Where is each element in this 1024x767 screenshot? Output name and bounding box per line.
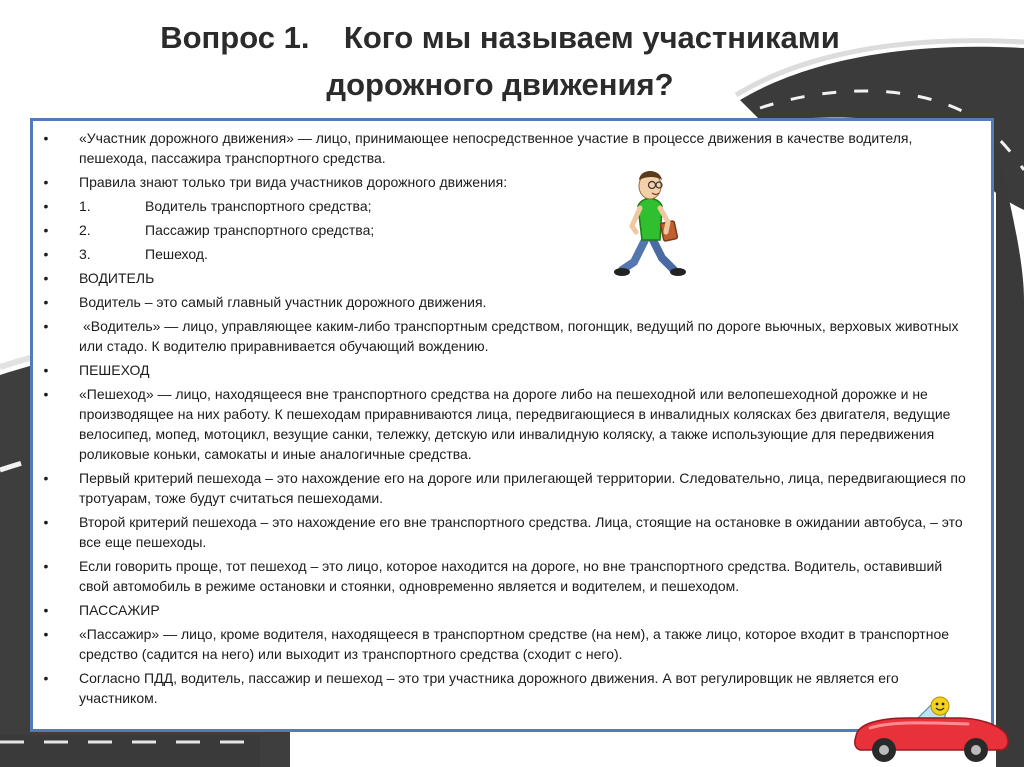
bullet-text: Согласно ПДД, водитель, пассажир и пешеход – это три участника дорожного движения. А вот регулировщик не является его участником.	[79, 670, 899, 706]
bullet-icon: •	[43, 130, 49, 146]
bullet-type-driver	[39, 196, 973, 216]
bullet-icon: •	[43, 174, 49, 190]
bullet-icon: •	[43, 514, 49, 530]
bullet-icon: •	[43, 270, 49, 286]
bullet-text: «Водитель» — лицо, управляющее каким-либо транспортным средством, погонщик, ведущий по дороге вьючных, верховых животных или стадо. К водителю приравнивается обучающий вождению.	[79, 318, 959, 354]
bullet-icon: •	[43, 198, 49, 214]
car-icon	[848, 694, 1012, 766]
bullet-text: Второй критерий пешехода – это нахождение его вне транспортного средства. Лица, стоящие на остановке в ожидании автобуса, – это все еще пешеходы.	[79, 514, 963, 550]
bullet-text: «Пешеход» — лицо, находящееся вне транспортного средства на дороге либо на пешеходной или велопешеходной дорожке и не производящее на них работу. К пешеходам приравниваются лица, передвигающиеся в инвалидных колясках без двигателя, ведущие велосипед, мопед, мотоцикл, везущие санки, тележку, детскую или инвалидную коляску, а также использующие для передвижения роликовые коньки, самокаты и иные аналогичные средства.	[79, 386, 951, 462]
page-title	[60, 14, 940, 108]
bullet-pedestrian-criterion-2	[39, 512, 973, 552]
bullet-pedestrian-definition	[39, 384, 973, 464]
bullet-driver-main	[39, 292, 973, 312]
bullet-driver-definition	[39, 316, 973, 356]
bullet-icon: •	[43, 386, 49, 402]
bullet-summary	[39, 668, 973, 708]
bullet-list	[39, 128, 973, 708]
bullet-pedestrian-simple	[39, 556, 973, 596]
bullet-text: Водитель – это самый главный участник дорожного движения.	[79, 294, 487, 310]
section-heading-passenger	[39, 600, 973, 620]
pedestrian-icon	[612, 166, 692, 282]
bullet-icon: •	[43, 670, 49, 686]
bullet-text: Первый критерий пешехода – это нахождение его на дороге или прилегающей территории. Следовательно, лица, передвигающиеся по тротуарам, тоже будут считаться пешеходами.	[79, 470, 966, 506]
section-heading-driver	[39, 268, 973, 288]
bullet-participant-definition	[39, 128, 973, 168]
bullet-passenger-definition	[39, 624, 973, 664]
bullet-text: Правила знают только три вида участников дорожного движения:	[79, 174, 508, 190]
bullet-icon: •	[43, 470, 49, 486]
section-heading-pedestrian	[39, 360, 973, 380]
bullet-text: Пешеход.	[145, 246, 208, 262]
bullet-text: «Пассажир» — лицо, кроме водителя, находящееся в транспортном средстве (на нем), а также лицо, которое входит в транспортное средство (садится на него) или выходит из транспортного средства (сходит с него).	[79, 626, 950, 662]
content-box	[30, 118, 994, 732]
list-number: 1.	[79, 198, 91, 214]
bullet-three-types	[39, 172, 973, 192]
bullet-icon: •	[43, 558, 49, 574]
bullet-icon: •	[43, 602, 49, 618]
bullet-icon: •	[43, 246, 49, 262]
bullet-text: Пассажир транспортного средства;	[145, 222, 375, 238]
bullet-type-pedestrian	[39, 244, 973, 264]
list-number: 2.	[79, 222, 91, 238]
bullet-pedestrian-criterion-1	[39, 468, 973, 508]
bullet-text: Если говорить проще, тот пешеход – это лицо, которое находится на дороге, но вне транспортного средства. Водитель, оставивший свой автомобиль в режиме остановки и стоянки, одновременно является и водителем, и пешеходом.	[79, 558, 943, 594]
bullet-icon: •	[43, 294, 49, 310]
bullet-text: ПАССАЖИР	[79, 602, 160, 618]
bullet-type-passenger	[39, 220, 973, 240]
bullet-icon: •	[43, 626, 49, 642]
list-number: 3.	[79, 246, 91, 262]
bullet-text: Водитель транспортного средства;	[145, 198, 372, 214]
bullet-text: «Участник дорожного движения» — лицо, принимающее непосредственное участие в процессе движения в качестве водителя, пешехода, пассажира транспортного средства.	[79, 130, 913, 166]
bullet-icon: •	[43, 222, 49, 238]
title-line-1: Вопрос 1. Кого мы называем участниками	[160, 20, 840, 55]
bullet-icon: •	[43, 318, 49, 334]
title-line-2: дорожного движения?	[326, 67, 674, 102]
bullet-text: ПЕШЕХОД	[79, 362, 150, 378]
bullet-icon: •	[43, 362, 49, 378]
bullet-text: ВОДИТЕЛЬ	[79, 270, 155, 286]
